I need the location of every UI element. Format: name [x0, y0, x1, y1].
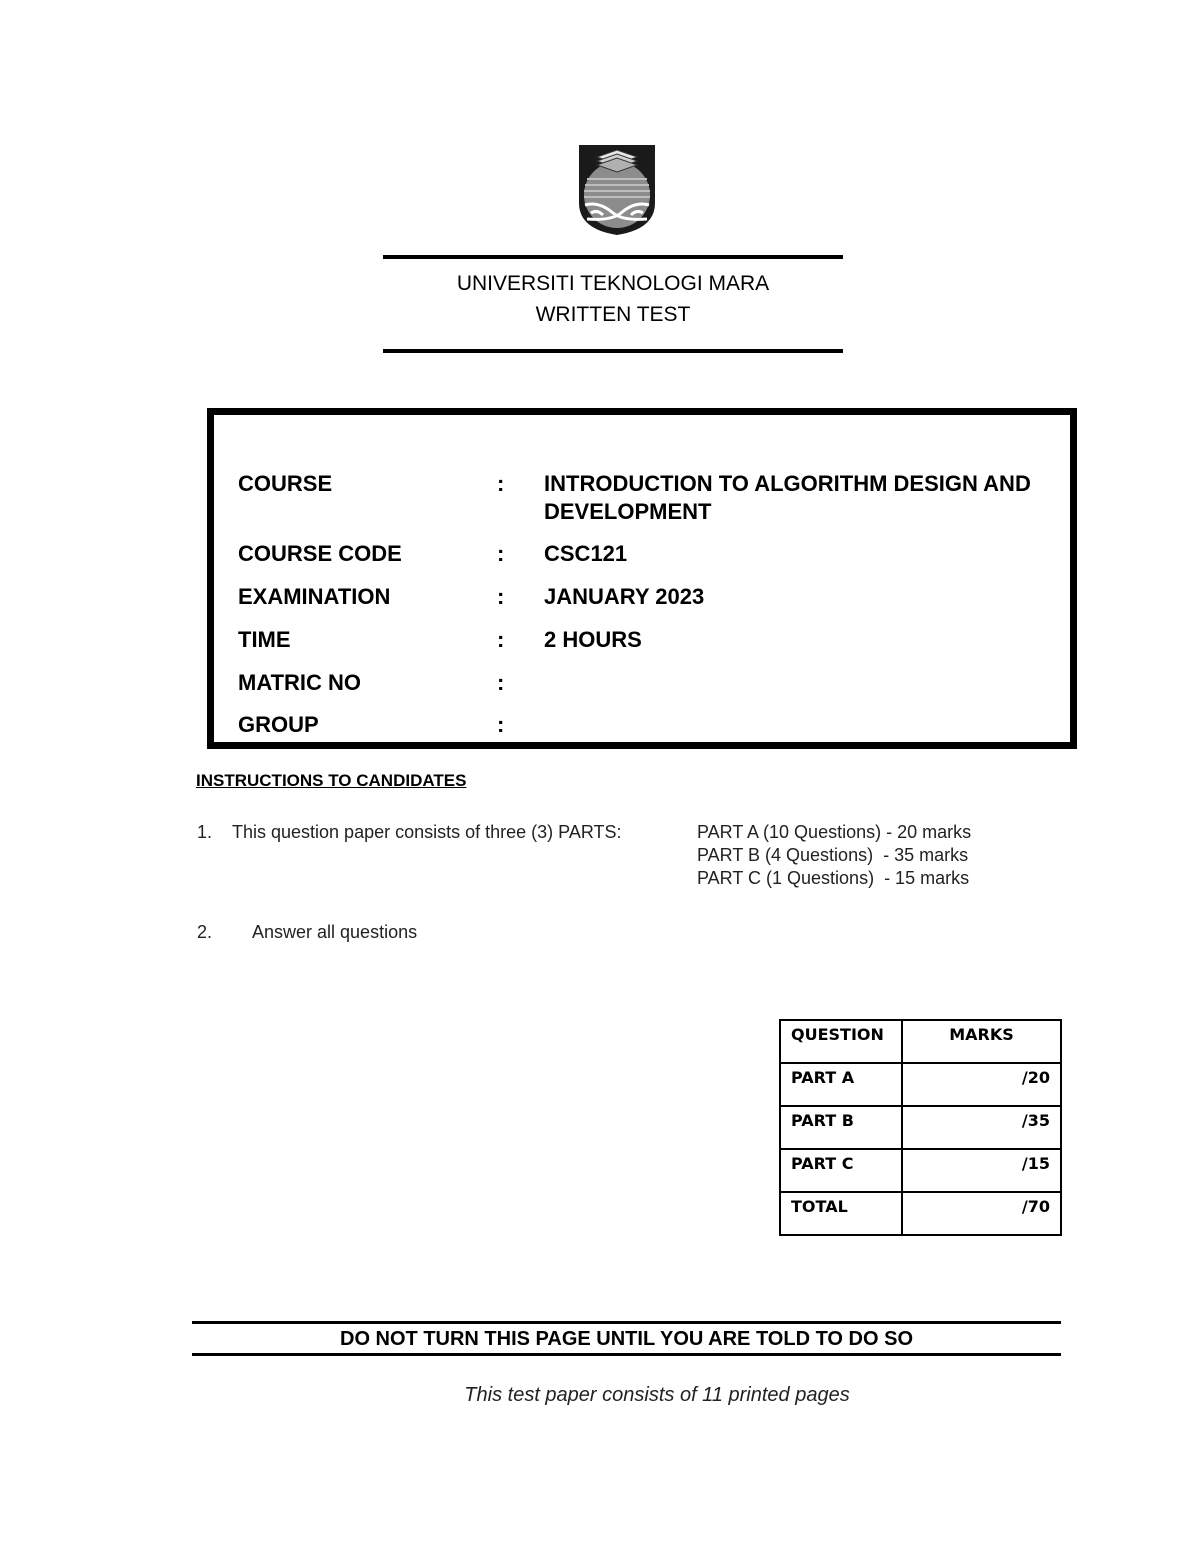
institution-name: UNIVERSITI TEKNOLOGI MARA [456, 272, 770, 295]
marks-table-header-row [780, 1020, 1061, 1063]
part-b-marks: /35 [902, 1106, 1061, 1149]
instruction-2-number: 2. [197, 922, 213, 942]
part-c-cell: PART C [780, 1149, 902, 1192]
header-rule-bottom [383, 349, 843, 353]
course-value: INTRODUCTION TO ALGORITHM DESIGN AND DEVELOPMENT [544, 471, 1031, 524]
header-rule-top [383, 255, 843, 259]
part-a-cell: PART A [780, 1063, 902, 1106]
table-row [780, 1192, 1061, 1235]
warning-rule-top [192, 1321, 1061, 1324]
university-crest-icon [577, 143, 657, 237]
course-code-value: CSC121 [544, 541, 628, 566]
instruction-1-text: This question paper consists of three (3) PARTS: [232, 822, 622, 842]
part-b-cell: PART B [780, 1106, 902, 1149]
table-row [780, 1149, 1061, 1192]
course-code-label: COURSE CODE [238, 541, 402, 566]
time-colon: : [497, 627, 505, 652]
examination-label: EXAMINATION [238, 584, 391, 609]
examination-colon: : [497, 584, 505, 609]
matric-no-colon: : [497, 670, 505, 695]
instructions-heading: INSTRUCTIONS TO CANDIDATES [196, 771, 467, 790]
instruction-1-number: 1. [197, 822, 213, 842]
examination-value: JANUARY 2023 [544, 584, 705, 609]
marks-table [779, 1019, 1062, 1236]
part-c-description: PART C (1 Questions) - 15 marks [697, 868, 970, 888]
instruction-2-text: Answer all questions [252, 922, 418, 942]
course-info-box [207, 408, 1077, 749]
warning-text: DO NOT TURN THIS PAGE UNTIL YOU ARE TOLD TO DO SO [340, 1328, 913, 1350]
course-label: COURSE [238, 471, 333, 496]
group-label: GROUP [238, 712, 319, 737]
course-code-colon: : [497, 541, 505, 566]
marks-table-header-question: QUESTION [780, 1020, 902, 1063]
part-b-description: PART B (4 Questions) - 35 marks [697, 845, 969, 865]
total-marks: /70 [902, 1192, 1061, 1235]
table-row [780, 1063, 1061, 1106]
table-row [780, 1106, 1061, 1149]
matric-no-label: MATRIC NO [238, 670, 362, 695]
group-colon: : [497, 712, 505, 737]
part-c-marks: /15 [902, 1149, 1061, 1192]
part-a-description: PART A (10 Questions) - 20 marks [697, 822, 972, 842]
course-colon: : [497, 471, 505, 496]
page-count-note: This test paper consists of 11 printed pages [464, 1384, 850, 1406]
time-label: TIME [238, 627, 291, 652]
test-type: WRITTEN TEST [535, 303, 691, 326]
part-a-marks: /20 [902, 1063, 1061, 1106]
marks-table-header-marks: MARKS [902, 1020, 1061, 1063]
time-value: 2 HOURS [544, 627, 642, 652]
total-cell: TOTAL [780, 1192, 902, 1235]
warning-rule-bottom [192, 1353, 1061, 1356]
